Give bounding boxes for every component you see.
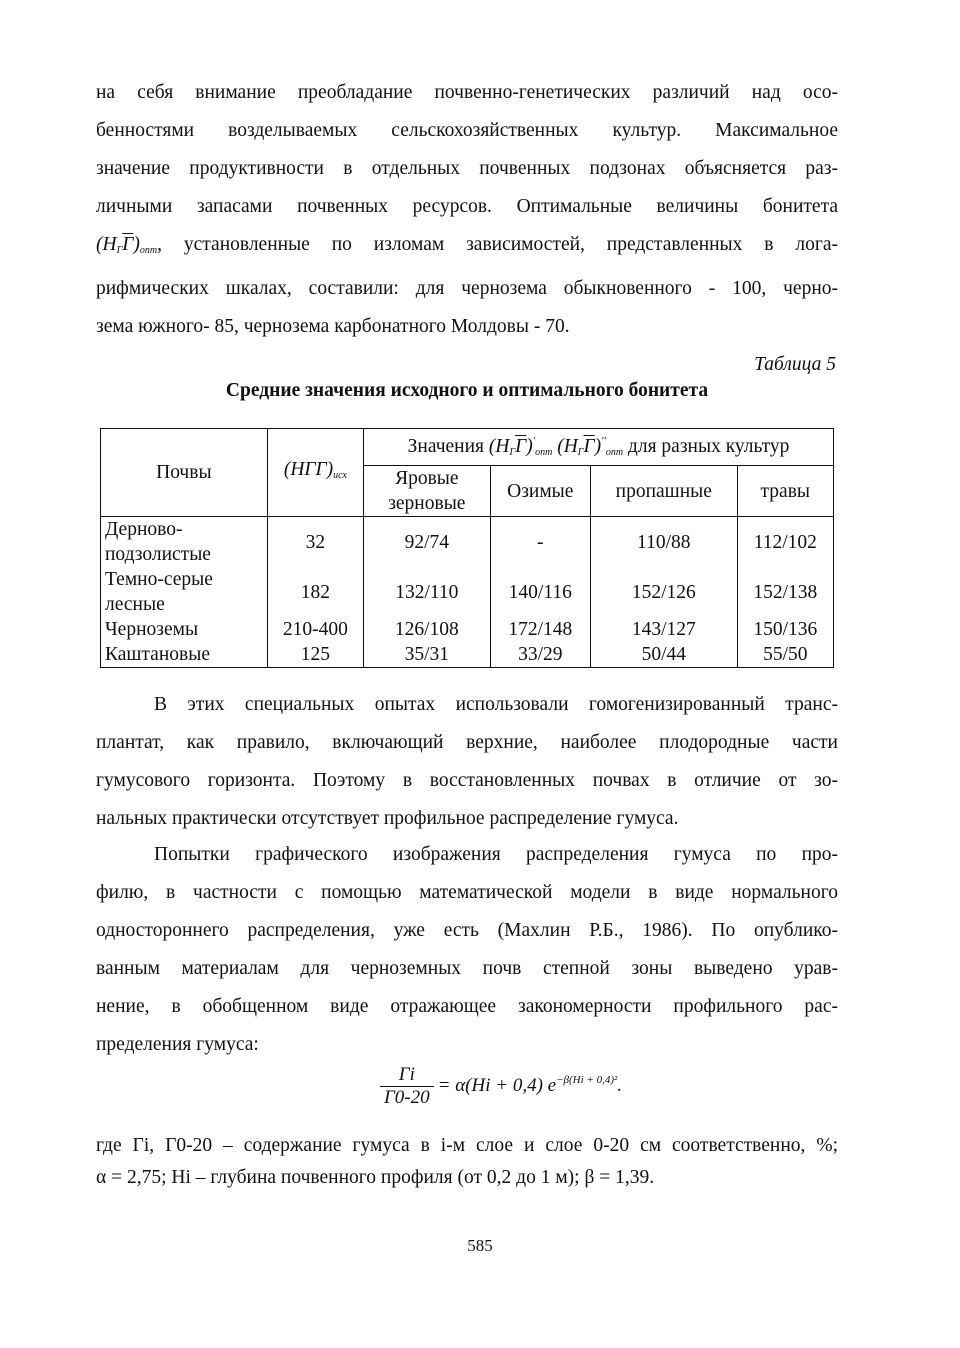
paragraph-bonitet: [96, 74, 838, 346]
header-values: Значения $(H_ГГ)'_{опт}$ $(H_ГГ)''_{опт}$ для разных культур: [364, 429, 834, 466]
text-line: бенностями возделываемых сельскохозяйственных культур. Максимальное: [96, 120, 838, 141]
header-grasses: травы: [737, 466, 833, 517]
text-line: где Гi, Г0-20 – содержание гумуса в i-м слое и слое 0-20 см соответственно, %;: [96, 1135, 838, 1156]
table-row: Дерново-подзолистые 32 92/74 - 110/88 112/102: [101, 517, 834, 568]
table-caption-label: Таблица 5: [754, 354, 836, 375]
inline-formula-opt-bonitet: $(H_ГГ)_{опт}$: [96, 234, 158, 256]
header-spring-grain: Яровые зерновые: [364, 466, 491, 517]
formula-fraction: $\frac{Гi}{Г0-20}$: [380, 1064, 434, 1109]
text-line: значение продуктивности в отдельных почвенных подзонах объясняется раз-: [96, 158, 838, 179]
table-row: Каштановые 125 35/31 33/29 50/44 55/50: [101, 642, 834, 668]
text-line: личными запасами почвенных ресурсов. Оптимальные величины бонитета: [96, 196, 838, 217]
text-line: плантат, как правило, включающий верхние, наиболее плодородные части: [96, 732, 838, 753]
table-row: Темно-серые лесные 182 132/110 140/116 152/126 152/138: [101, 567, 834, 617]
text-line: рифмических шкалах, составили: для чернозема обыкновенного - 100, черно-: [96, 278, 838, 299]
text-line: зема южного- 85, чернозема карбонатного Молдовы - 70.: [96, 316, 570, 337]
paragraph-legend: [96, 1130, 838, 1194]
text-line: нальных практически отсутствует профильное распределение гумуса.: [96, 808, 679, 829]
page-number: 585: [467, 1236, 493, 1255]
text-line: α = 2,75; Hi – глубина почвенного профиля (от 0,2 до 1 м); β = 1,39.: [96, 1167, 655, 1188]
text-line: Попытки графического изображения распределения гумуса по про-: [154, 844, 838, 865]
humus-distribution-formula: $\frac{Гi}{Г0-20}$ = α(Hi + 0,4) $e^{-\beta(Hi + 0,4)^2}$.: [380, 1064, 622, 1109]
table-title: Средние значения исходного и оптимального бонитета: [225, 380, 709, 401]
text-line: нение, в обобщенном виде отражающее закономерности профильного рас-: [96, 996, 838, 1017]
text-line: В этих специальных опытах использовали гомогенизированный транс-: [154, 694, 838, 715]
bonitet-table: [100, 428, 834, 668]
text-line: одностороннего распределения, уже есть (Махлин Р.Б., 1986). По опублико-: [96, 920, 838, 941]
text-line: гумусового горизонта. Поэтому в восстановленных почвах в отличие от зо-: [96, 770, 838, 791]
text-line: филю, в частности с помощью математической модели в виде нормального: [96, 882, 838, 903]
header-soils: Почвы: [101, 429, 268, 517]
header-row-crops: пропашные: [590, 466, 737, 517]
table-row: Черноземы 210-400 126/108 172/148 143/127 150/136: [101, 617, 834, 642]
header-winter: Озимые: [490, 466, 590, 517]
text-line: на себя внимание преобладание почвенно-генетических различий над осо-: [96, 82, 838, 103]
header-initial-bonitet: $(HГГ)_{исх}$: [267, 429, 363, 517]
paragraph-transplant: [96, 686, 838, 838]
text-line: пределения гумуса:: [96, 1034, 259, 1055]
paragraph-humus-model: [96, 836, 838, 1064]
text-line-with-formula: $(H_ГГ)_{опт}$, установленные по изломам зависимостей, представленных в лога-: [96, 234, 838, 256]
text-line: ванным материалам для черноземных почв степной зоны выведено урав-: [96, 958, 838, 979]
